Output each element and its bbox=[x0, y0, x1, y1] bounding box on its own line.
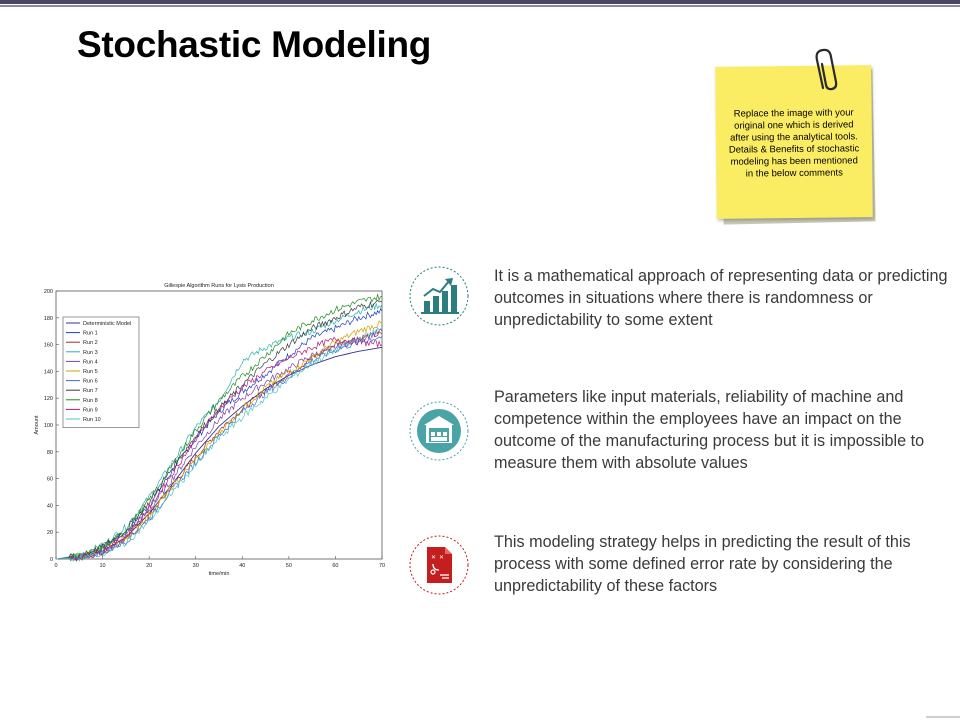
legend-label: Run 9 bbox=[83, 407, 98, 414]
y-tick-label: 100 bbox=[43, 423, 53, 429]
y-tick-label: 200 bbox=[43, 289, 53, 295]
x-tick-label: 60 bbox=[332, 563, 339, 569]
legend-label: Run 3 bbox=[83, 349, 98, 356]
sticky-note bbox=[715, 65, 873, 219]
legend-label: Run 1 bbox=[83, 330, 98, 337]
item-2-icon-badge bbox=[409, 401, 469, 461]
y-tick-label: 180 bbox=[43, 315, 53, 322]
y-tick-label: 120 bbox=[43, 396, 53, 403]
growth-chart-icon bbox=[421, 278, 459, 313]
slide-corner-mark bbox=[926, 716, 960, 718]
strategy-document-icon bbox=[427, 547, 452, 583]
item-3-text: This modeling strategy helps in predicting the result of this process with some defined error rate by considering the unpredictability of these factors bbox=[494, 533, 911, 595]
legend-label: Run 8 bbox=[83, 397, 98, 404]
y-tick-label: 160 bbox=[43, 342, 53, 349]
x-tick-label: 0 bbox=[54, 563, 58, 569]
stochastic-runs-chart bbox=[0, 270, 400, 580]
item-1-icon-badge bbox=[409, 266, 469, 326]
y-tick-label: 40 bbox=[46, 503, 53, 510]
y-tick-label: 60 bbox=[46, 476, 53, 483]
x-tick-label: 70 bbox=[378, 563, 386, 569]
y-tick-label: 20 bbox=[46, 530, 53, 537]
svg-text:✕: ✕ bbox=[439, 554, 445, 561]
legend-label: Run 7 bbox=[83, 388, 98, 395]
top-band-light-line bbox=[0, 5, 960, 7]
chart-x-label: time/min bbox=[208, 571, 230, 577]
svg-text:✕: ✕ bbox=[431, 554, 437, 561]
item-2-text: Parameters like input materials, reliability of machine and competence within the employees have an impact on the outcome of the manufacturing process but it is impossible to measure them with absolute values bbox=[494, 388, 925, 472]
y-tick-label: 140 bbox=[43, 369, 53, 376]
legend-label: Run 6 bbox=[83, 378, 98, 385]
x-tick-label: 10 bbox=[99, 563, 106, 569]
x-tick-label: 20 bbox=[146, 563, 153, 569]
top-decorative-band bbox=[0, 0, 960, 8]
paperclip-icon bbox=[812, 48, 842, 94]
item-3-icon-badge bbox=[409, 535, 469, 595]
legend-label: Deterministic Model bbox=[83, 321, 132, 327]
x-tick-label: 30 bbox=[192, 563, 199, 569]
sticky-note-text: Replace the image with your original one which is derived after using the analytical tools. Details & Benefits of stochastic modeling has been mentioned in the below comments bbox=[728, 107, 860, 180]
legend-label: Run 5 bbox=[83, 369, 98, 375]
legend-label: Run 10 bbox=[83, 417, 101, 423]
x-tick-label: 40 bbox=[239, 563, 246, 569]
legend-label: Run 2 bbox=[83, 340, 98, 347]
item-1-text: It is a mathematical approach of representing data or predicting outcomes in situations where there is randomness or unpredictability to some extent bbox=[494, 267, 948, 329]
top-band-dark-line bbox=[0, 0, 960, 4]
warehouse-icon bbox=[417, 409, 461, 453]
chart-legend bbox=[63, 317, 139, 428]
legend-box bbox=[63, 317, 139, 428]
y-tick-label: 0 bbox=[49, 557, 53, 563]
chart-y-label: Amount bbox=[34, 415, 40, 435]
legend-label: Run 4 bbox=[83, 359, 98, 366]
chart-title: Gillespie Algorithm Runs for Lysis Production bbox=[164, 283, 274, 289]
slide-title: Stochastic Modeling bbox=[77, 24, 432, 65]
y-tick-label: 80 bbox=[46, 449, 53, 456]
x-tick-label: 50 bbox=[285, 563, 292, 569]
